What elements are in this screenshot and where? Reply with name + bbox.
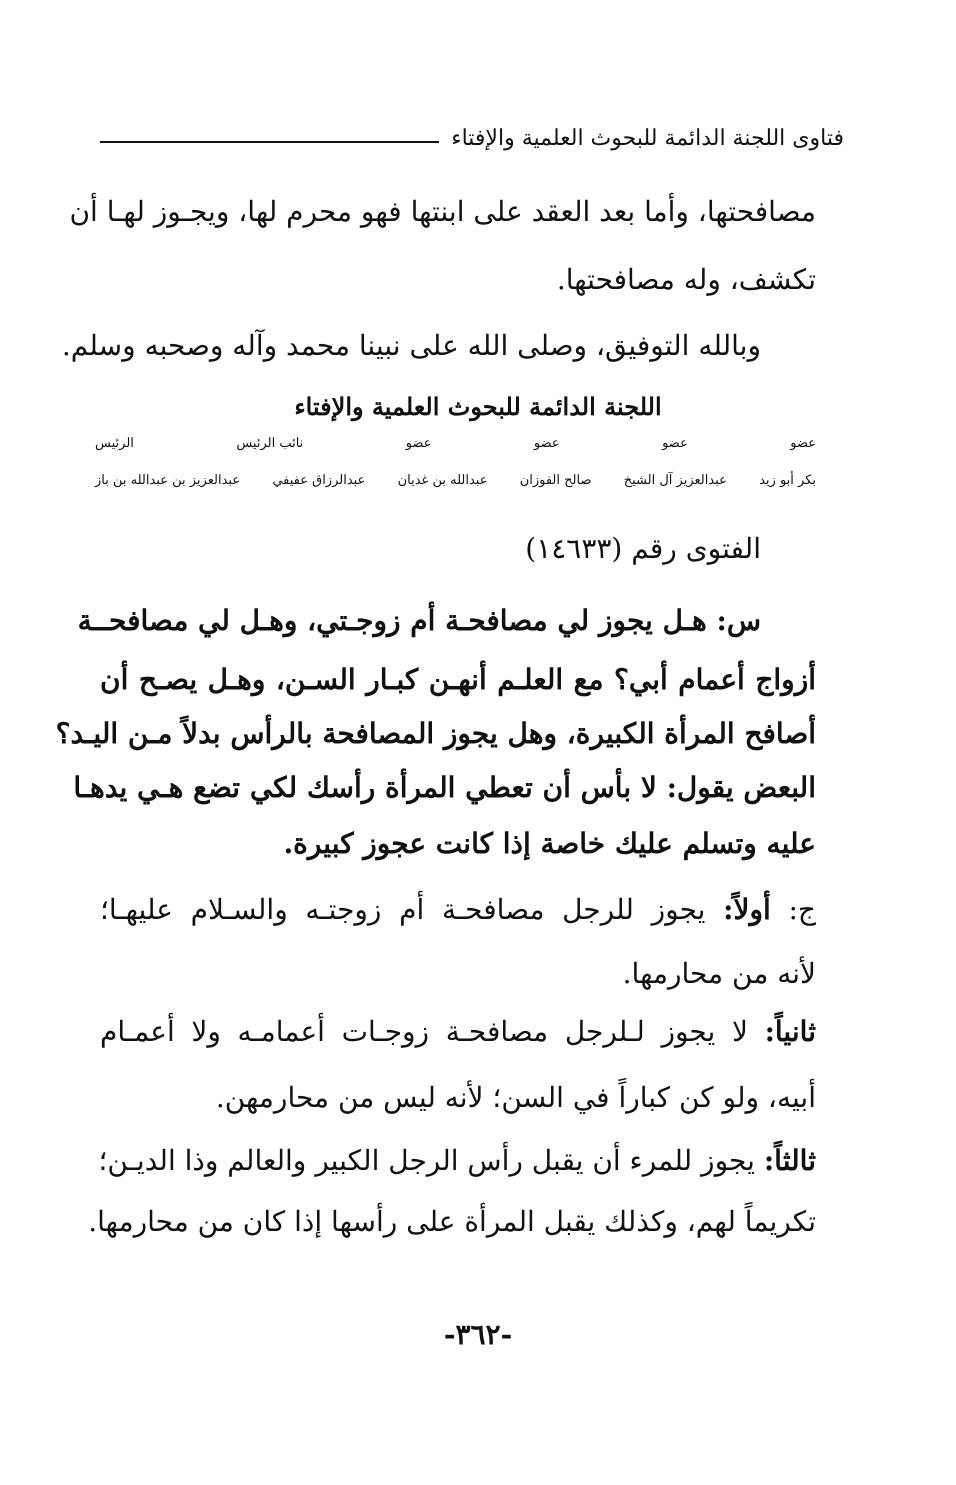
committee-role: عضو xyxy=(790,436,816,451)
answer-3-line-2: تكريماً لهم، وكذلك يقبل المرأة على رأسها إذا كان من محارمها. xyxy=(88,1205,816,1238)
committee-name: عبدالعزيز بن عبدالله بن باز xyxy=(95,473,241,488)
header-rule xyxy=(100,141,439,143)
committee-name: عبدالرزاق عفيفي xyxy=(272,473,366,488)
committee-role: عضو xyxy=(405,436,432,451)
answer-2-text: لا يجوز لـلرجل مصافحـة زوجـات أعمامـه ولا أعمـام xyxy=(100,1015,765,1048)
answer-2-line-2: أبيه، ولو كن كباراً في السن؛ لأنه ليس من محارمهن. xyxy=(215,1081,816,1114)
answer-2-label: ثانياً: xyxy=(764,1015,816,1048)
answer-3-text: يجوز للمرء أن يقبل رأس الرجل الكبير والعالم وذا الديـن؛ xyxy=(98,1144,764,1177)
committee-role: الرئيس xyxy=(95,436,134,451)
question-line-3: أصافح المرأة الكبيرة، وهل يجوز المصافحة بالرأس بدلاً مـن اليـد؟ xyxy=(55,717,816,750)
closing-line: وبالله التوفيق، وصلى الله على نبينا محمد وآله وصحبه وسلم. xyxy=(61,329,761,362)
intro-line-2: تكشف، وله مصافحتها. xyxy=(556,263,816,296)
answer-prefix: ج: xyxy=(770,893,816,926)
committee-names-row xyxy=(95,473,816,488)
question-line-4: البعض يقول: لا بأس أن تعطي المرأة رأسك لكي تضع هـي يدهـا xyxy=(73,771,816,804)
page-number: -٣٦٢- xyxy=(443,1318,513,1351)
answer-1-line-1 xyxy=(100,890,816,930)
committee-name: صالح الفوزان xyxy=(519,473,592,488)
question-line-1: س: هـل يجوز لي مصافحـة أم زوجـتي، وهـل لي مصافحــة xyxy=(77,604,761,637)
committee-role: عضو xyxy=(662,436,688,451)
answer-1-label: أولاً: xyxy=(723,893,771,926)
committee-name: عبدالله بن غديان xyxy=(397,473,488,488)
running-header xyxy=(100,118,844,158)
committee-title: اللجنة الدائمة للبحوث العلمية والإفتاء xyxy=(294,392,662,421)
answer-1-text: يجوز للرجل مصافحـة أم زوجتـه والسـلام عليهـا؛ xyxy=(100,893,724,926)
question-line-5: عليه وتسلم عليك خاصة إذا كانت عجوز كبيرة. xyxy=(283,827,816,860)
intro-line-1: مصافحتها، وأما بعد العقد على ابنتها فهو محرم لها، ويجـوز لهـا أن xyxy=(69,195,816,228)
header-title: فتاوى اللجنة الدائمة للبحوث العلمية والإفتاء xyxy=(451,125,844,151)
answer-3-line-1 xyxy=(100,1141,816,1181)
answer-3-label: ثالثاً: xyxy=(763,1144,816,1177)
committee-name: بكر أبو زيد xyxy=(759,473,816,488)
answer-2-line-1 xyxy=(100,1012,816,1052)
answer-1-line-2: لأنه من محارمها. xyxy=(622,957,816,990)
fatwa-number: الفتوى رقم (١٤٦٣٣) xyxy=(525,532,761,565)
committee-role: عضو xyxy=(533,436,560,451)
question-line-2: أزواج أعمام أبي؟ مع العلـم أنهـن كبـار السـن، وهـل يصـح أن xyxy=(100,663,816,696)
committee-roles-row xyxy=(95,436,816,451)
committee-name: عبدالعزيز آل الشيخ xyxy=(623,473,727,488)
committee-role: نائب الرئيس xyxy=(236,436,304,451)
